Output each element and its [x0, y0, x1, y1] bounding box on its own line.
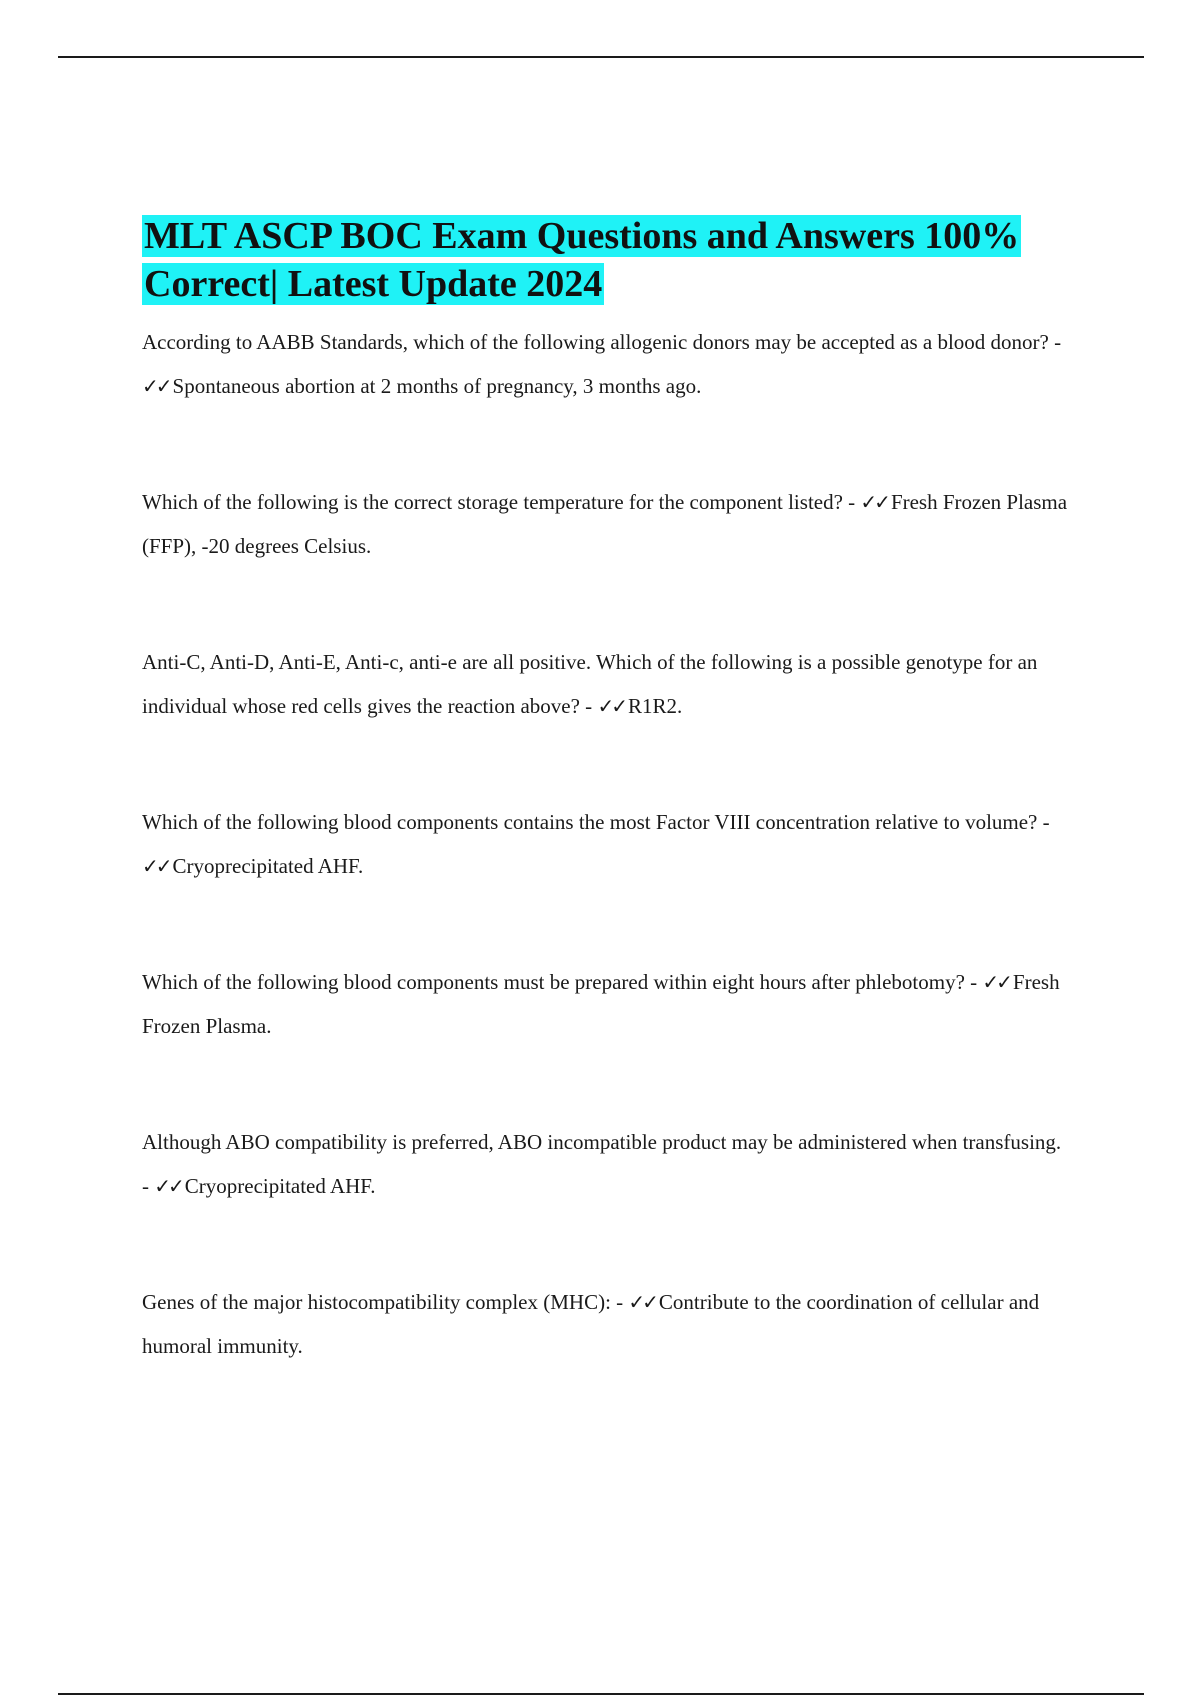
document-title: [142, 212, 1072, 308]
question-text: Although ABO compatibility is preferred, ABO incompatible product may be administered when transfusing. -: [142, 1130, 1062, 1198]
question-text: Anti-C, Anti-D, Anti-E, Anti-c, anti-e are all positive. Which of the following is a possible genotype for an individual whose red cells gives the reaction above? -: [142, 650, 1038, 718]
answer-text: Cryoprecipitated AHF.: [184, 1174, 376, 1198]
document-title-text: MLT ASCP BOC Exam Questions and Answers 100% Correct| Latest Update 2024: [144, 215, 1020, 305]
double-check-icon: ✓✓: [982, 970, 1010, 994]
answer-text: Fresh Frozen Plasma (FFP), -20 degrees Celsius.: [142, 490, 1068, 558]
double-check-icon: ✓✓: [628, 1290, 656, 1314]
question-text: Which of the following blood components contains the most Factor VIII concentration relative to volume? -: [142, 810, 1050, 834]
qa-item-1: [142, 320, 1072, 408]
qa-item-3: [142, 640, 1072, 728]
qa-item-4: [142, 800, 1072, 888]
double-check-icon: ✓✓: [860, 490, 888, 514]
answer-text: Spontaneous abortion at 2 months of pregnancy, 3 months ago.: [172, 374, 702, 398]
answer-text: Cryoprecipitated AHF.: [172, 854, 364, 878]
double-check-icon: ✓✓: [597, 694, 625, 718]
qa-item-5: [142, 960, 1072, 1048]
answer-text: R1R2.: [627, 694, 683, 718]
question-text: According to AABB Standards, which of the following allogenic donors may be accepted as a blood donor? -: [142, 330, 1062, 354]
double-check-icon: ✓✓: [142, 854, 170, 878]
answer-text: Fresh Frozen Plasma.: [142, 970, 1060, 1038]
question-text: Which of the following blood components must be prepared within eight hours after phlebotomy? -: [142, 970, 978, 994]
double-check-icon: ✓✓: [154, 1174, 182, 1198]
qa-item-2: [142, 480, 1072, 568]
document-body: [142, 212, 1072, 1368]
question-text: Which of the following is the correct storage temperature for the component listed? -: [142, 490, 856, 514]
header-rule: [58, 56, 1144, 58]
question-text: Genes of the major histocompatibility complex (MHC): -: [142, 1290, 624, 1314]
double-check-icon: ✓✓: [142, 374, 170, 398]
qa-item-6: [142, 1120, 1072, 1208]
answer-text: Contribute to the coordination of cellular and humoral immunity.: [142, 1290, 1040, 1358]
qa-item-7: [142, 1280, 1072, 1368]
footer-rule: [58, 1693, 1144, 1695]
